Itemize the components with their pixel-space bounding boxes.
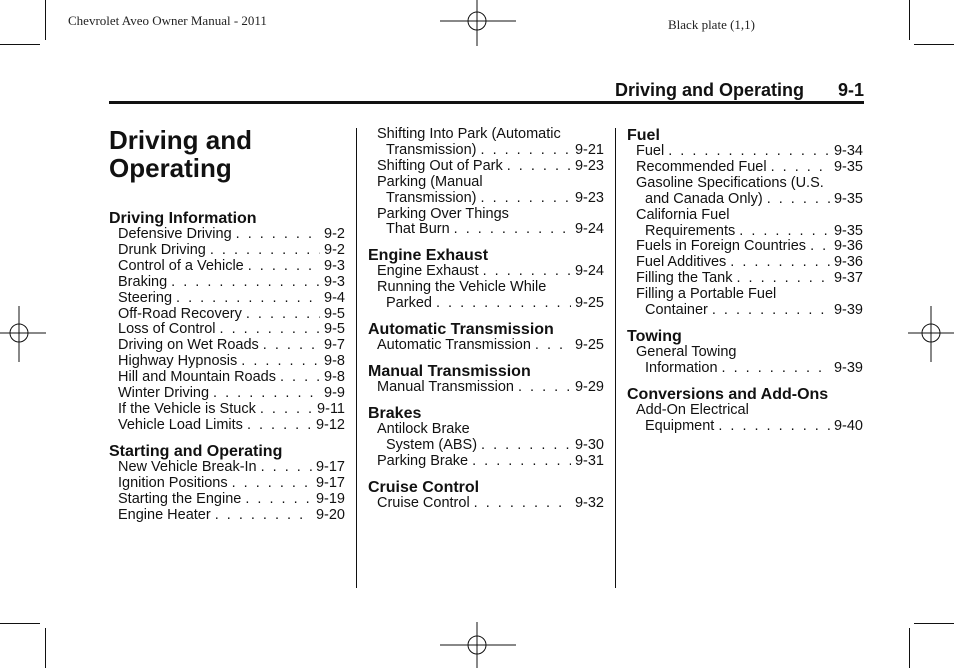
toc-entry[interactable]: [109, 259, 345, 275]
toc-entry-title: Container: [645, 302, 708, 319]
toc-entry-title: Shifting Out of Park: [377, 157, 503, 174]
dot-leader: [810, 239, 830, 255]
dot-leader: [481, 143, 571, 159]
toc-page-number: 9-39: [833, 302, 863, 319]
toc-page-number: 9-24: [574, 263, 604, 280]
dot-leader: [261, 460, 312, 476]
dot-leader: [213, 386, 320, 402]
dot-leader: [171, 275, 320, 291]
toc-entry[interactable]: [368, 338, 604, 354]
dot-leader: [507, 159, 571, 175]
toc-entry-title: Recommended Fuel: [636, 158, 767, 175]
dot-leader: [535, 338, 571, 354]
dot-leader: [481, 438, 571, 454]
toc-column-1: [109, 210, 345, 523]
toc-section-heading: Automatic Transmission: [368, 321, 554, 339]
toc-page-number: 9-23: [574, 157, 604, 174]
toc-page-number: 9-36: [833, 254, 863, 271]
toc-page-number: 9-35: [833, 190, 863, 207]
toc-entry-title: Steering: [118, 289, 173, 306]
toc-section-heading: Conversions and Add-Ons: [627, 385, 829, 403]
toc-page-number: 9-20: [315, 506, 345, 523]
running-header-page: 9-1: [837, 80, 864, 100]
toc-entry[interactable]: [627, 345, 863, 377]
toc-entry[interactable]: [627, 160, 863, 176]
dot-leader: [474, 496, 571, 512]
toc-entry[interactable]: [368, 127, 604, 159]
toc-entry[interactable]: [109, 492, 345, 508]
dot-leader: [246, 307, 320, 323]
dot-leader: [767, 192, 830, 208]
toc-entry-title: Information: [645, 359, 718, 376]
toc-page-number: 9-23: [574, 189, 604, 206]
toc-entry-title: Engine Heater: [118, 506, 211, 523]
dot-leader: [241, 354, 320, 370]
toc-entry[interactable]: [627, 208, 863, 240]
toc-section-heading: Fuel: [627, 127, 660, 144]
toc-entry-title: New Vehicle Break-In: [118, 458, 257, 475]
toc-entry[interactable]: [109, 275, 345, 291]
dot-leader: [245, 492, 312, 508]
toc-section-heading: Cruise Control: [368, 478, 480, 496]
toc-entry-title: Engine Exhaust: [377, 263, 479, 280]
toc-entry[interactable]: [627, 271, 863, 287]
chapter-title-line: Driving and: [109, 125, 253, 155]
toc-page-number: 9-8: [324, 369, 345, 386]
dot-leader: [771, 160, 830, 176]
toc-page-number: 9-39: [833, 359, 863, 376]
toc-entry[interactable]: [109, 307, 345, 323]
dot-leader: [248, 259, 320, 275]
toc-entry-title: Cruise Control: [377, 494, 470, 511]
dot-leader: [718, 419, 830, 435]
toc-entry[interactable]: [368, 264, 604, 280]
toc-column-3: [627, 127, 863, 435]
toc-entry-title: Hill and Mountain Roads: [118, 369, 276, 386]
toc-entry-title: Starting the Engine: [118, 490, 242, 507]
toc-page-number: 9-25: [574, 295, 604, 312]
toc-page-number: 9-4: [324, 289, 345, 306]
toc-page-number: 9-19: [315, 490, 345, 507]
chapter-title-line: Operating: [109, 153, 232, 183]
toc-page-number: 9-40: [833, 417, 863, 434]
dot-leader: [260, 402, 313, 418]
toc-entry[interactable]: [109, 243, 345, 259]
toc-entry[interactable]: [109, 386, 345, 402]
toc-entry-title: Parking Over Things: [377, 205, 509, 222]
toc-entry[interactable]: [627, 239, 863, 255]
dot-leader: [210, 243, 320, 259]
toc-page-number: 9-32: [574, 494, 604, 511]
toc-entry[interactable]: [109, 460, 345, 476]
dot-leader: [236, 227, 320, 243]
toc-entry-title: Manual Transmission: [377, 378, 514, 395]
toc-page-number: 9-36: [833, 238, 863, 255]
toc-section-heading: Brakes: [368, 404, 422, 422]
toc-entry-title: Drunk Driving: [118, 241, 206, 258]
toc-entry-title: Highway Hypnosis: [118, 353, 238, 370]
dot-leader: [483, 264, 571, 280]
toc-section-heading: Starting and Operating: [109, 442, 283, 460]
toc-column-2: [368, 127, 604, 512]
toc-page-number: 9-8: [324, 353, 345, 370]
toc-page-number: 9-3: [324, 257, 345, 274]
registration-target-icon: [440, 622, 516, 668]
toc-entry-title: Running the Vehicle While: [377, 279, 547, 296]
toc-page-number: 9-3: [324, 273, 345, 290]
dot-leader: [739, 224, 830, 240]
toc-entry[interactable]: [368, 207, 604, 239]
registration-target-icon: [0, 306, 46, 362]
toc-page-number: 9-24: [574, 221, 604, 238]
toc-section-heading: Driving Information: [109, 210, 257, 227]
dot-leader: [454, 222, 571, 238]
toc-entry[interactable]: [627, 287, 863, 319]
toc-entry-title: Parking (Manual: [377, 173, 483, 190]
toc-entry-title: Off-Road Recovery: [118, 305, 242, 322]
toc-entry[interactable]: [109, 370, 345, 386]
toc-entry-title: Parked: [386, 295, 432, 312]
toc-page-number: 9-21: [574, 141, 604, 158]
toc-page-number: 9-35: [833, 158, 863, 175]
toc-section-heading: Manual Transmission: [368, 362, 531, 380]
toc-entry[interactable]: [368, 454, 604, 470]
toc-entry[interactable]: [109, 508, 345, 524]
running-header-section: Driving and Operating: [614, 80, 804, 100]
toc-entry[interactable]: [109, 227, 345, 243]
toc-page-number: 9-5: [324, 321, 345, 338]
header-rule: [109, 101, 864, 104]
toc-entry-title: Equipment: [645, 417, 715, 434]
toc-page-number: 9-17: [315, 458, 345, 475]
column-divider: [615, 128, 616, 588]
toc-entry[interactable]: [109, 402, 345, 418]
toc-entry[interactable]: [627, 144, 863, 160]
toc-page-number: 9-11: [317, 400, 345, 417]
toc-page-number: 9-5: [324, 305, 345, 322]
toc-entry-title: Shifting Into Park (Automatic: [377, 126, 561, 142]
dot-leader: [722, 361, 830, 377]
toc-entry-title: If the Vehicle is Stuck: [118, 400, 256, 417]
toc-entry-title: Fuel Additives: [636, 254, 727, 271]
toc-entry[interactable]: [627, 176, 863, 208]
toc-entry[interactable]: [109, 476, 345, 492]
toc-page-number: 9-30: [574, 436, 604, 453]
running-header: [615, 80, 864, 101]
toc-entry[interactable]: [368, 159, 604, 175]
toc-entry-title: Transmission): [386, 141, 477, 158]
toc-entry-title: Antilock Brake: [377, 420, 470, 437]
toc-page-number: 9-37: [833, 270, 863, 287]
toc-page-number: 9-9: [324, 385, 345, 402]
toc-entry-title: Vehicle Load Limits: [118, 416, 243, 433]
toc-entry-title: Fuels in Foreign Countries: [636, 238, 807, 255]
toc-entry-title: That Burn: [386, 221, 450, 238]
toc-entry-title: Winter Driving: [118, 385, 210, 402]
toc-entry[interactable]: [368, 380, 604, 396]
plate-left-text: Chevrolet Aveo Owner Manual - 2011: [68, 13, 267, 28]
toc-page-number: 9-2: [324, 241, 345, 258]
toc-entry[interactable]: [368, 422, 604, 454]
chapter-title: [109, 126, 252, 182]
toc-page-number: 9-29: [574, 378, 604, 395]
toc-entry-title: Defensive Driving: [118, 226, 232, 242]
toc-page-number: 9-2: [324, 226, 345, 242]
toc-entry-title: Ignition Positions: [118, 474, 228, 491]
dot-leader: [481, 191, 571, 207]
toc-entry-title: General Towing: [636, 343, 737, 360]
toc-section-heading: Towing: [627, 327, 682, 345]
column-divider: [356, 128, 357, 588]
toc-entry[interactable]: [109, 354, 345, 370]
dot-leader: [280, 370, 320, 386]
toc-entry-title: and Canada Only): [645, 190, 763, 207]
toc-page-number: 9-34: [833, 143, 863, 159]
dot-leader: [176, 291, 320, 307]
toc-page-number: 9-25: [574, 337, 604, 354]
dot-leader: [263, 338, 320, 354]
dot-leader: [712, 303, 830, 319]
dot-leader: [472, 454, 571, 470]
toc-page-number: 9-7: [324, 337, 345, 354]
dot-leader: [232, 476, 312, 492]
dot-leader: [518, 380, 571, 396]
toc-entry[interactable]: [368, 175, 604, 207]
toc-entry[interactable]: [109, 418, 345, 434]
toc-entry-title: Parking Brake: [377, 452, 469, 469]
dot-leader: [436, 296, 571, 312]
toc-entry-title: Control of a Vehicle: [118, 257, 244, 274]
registration-target-icon: [440, 0, 516, 46]
toc-entry-title: Requirements: [645, 222, 736, 239]
toc-entry-title: Fuel: [636, 143, 665, 159]
plate-right-text: Black plate (1,1): [668, 17, 755, 32]
toc-page-number: 9-35: [833, 222, 863, 239]
dot-leader: [736, 271, 830, 287]
toc-entry-title: Braking: [118, 273, 168, 290]
dot-leader: [668, 144, 830, 160]
toc-page-number: 9-17: [315, 474, 345, 491]
toc-entry-title: Transmission): [386, 189, 477, 206]
toc-entry[interactable]: [109, 322, 345, 338]
toc-entry-title: Add-On Electrical: [636, 401, 749, 418]
toc-section-heading: Engine Exhaust: [368, 247, 489, 265]
toc-entry-title: System (ABS): [386, 436, 478, 453]
dot-leader: [220, 322, 321, 338]
toc-entry[interactable]: [627, 255, 863, 271]
registration-target-icon: [908, 306, 954, 362]
toc-entry[interactable]: [627, 403, 863, 435]
toc-entry[interactable]: [109, 338, 345, 354]
dot-leader: [730, 255, 830, 271]
toc-entry-title: Filling a Portable Fuel: [636, 286, 777, 303]
toc-entry-title: Filling the Tank: [636, 270, 733, 287]
toc-entry-title: Automatic Transmission: [377, 337, 531, 354]
toc-entry[interactable]: [368, 280, 604, 312]
toc-entry-title: Gasoline Specifications (U.S.: [636, 174, 824, 191]
toc-entry[interactable]: [109, 291, 345, 307]
toc-entry-title: California Fuel: [636, 206, 730, 223]
toc-entry-title: Loss of Control: [118, 321, 216, 338]
toc-entry[interactable]: [368, 496, 604, 512]
dot-leader: [247, 418, 312, 434]
toc-page-number: 9-31: [574, 452, 604, 469]
toc-entry-title: Driving on Wet Roads: [118, 337, 259, 354]
toc-page-number: 9-12: [315, 416, 345, 433]
dot-leader: [215, 508, 312, 524]
